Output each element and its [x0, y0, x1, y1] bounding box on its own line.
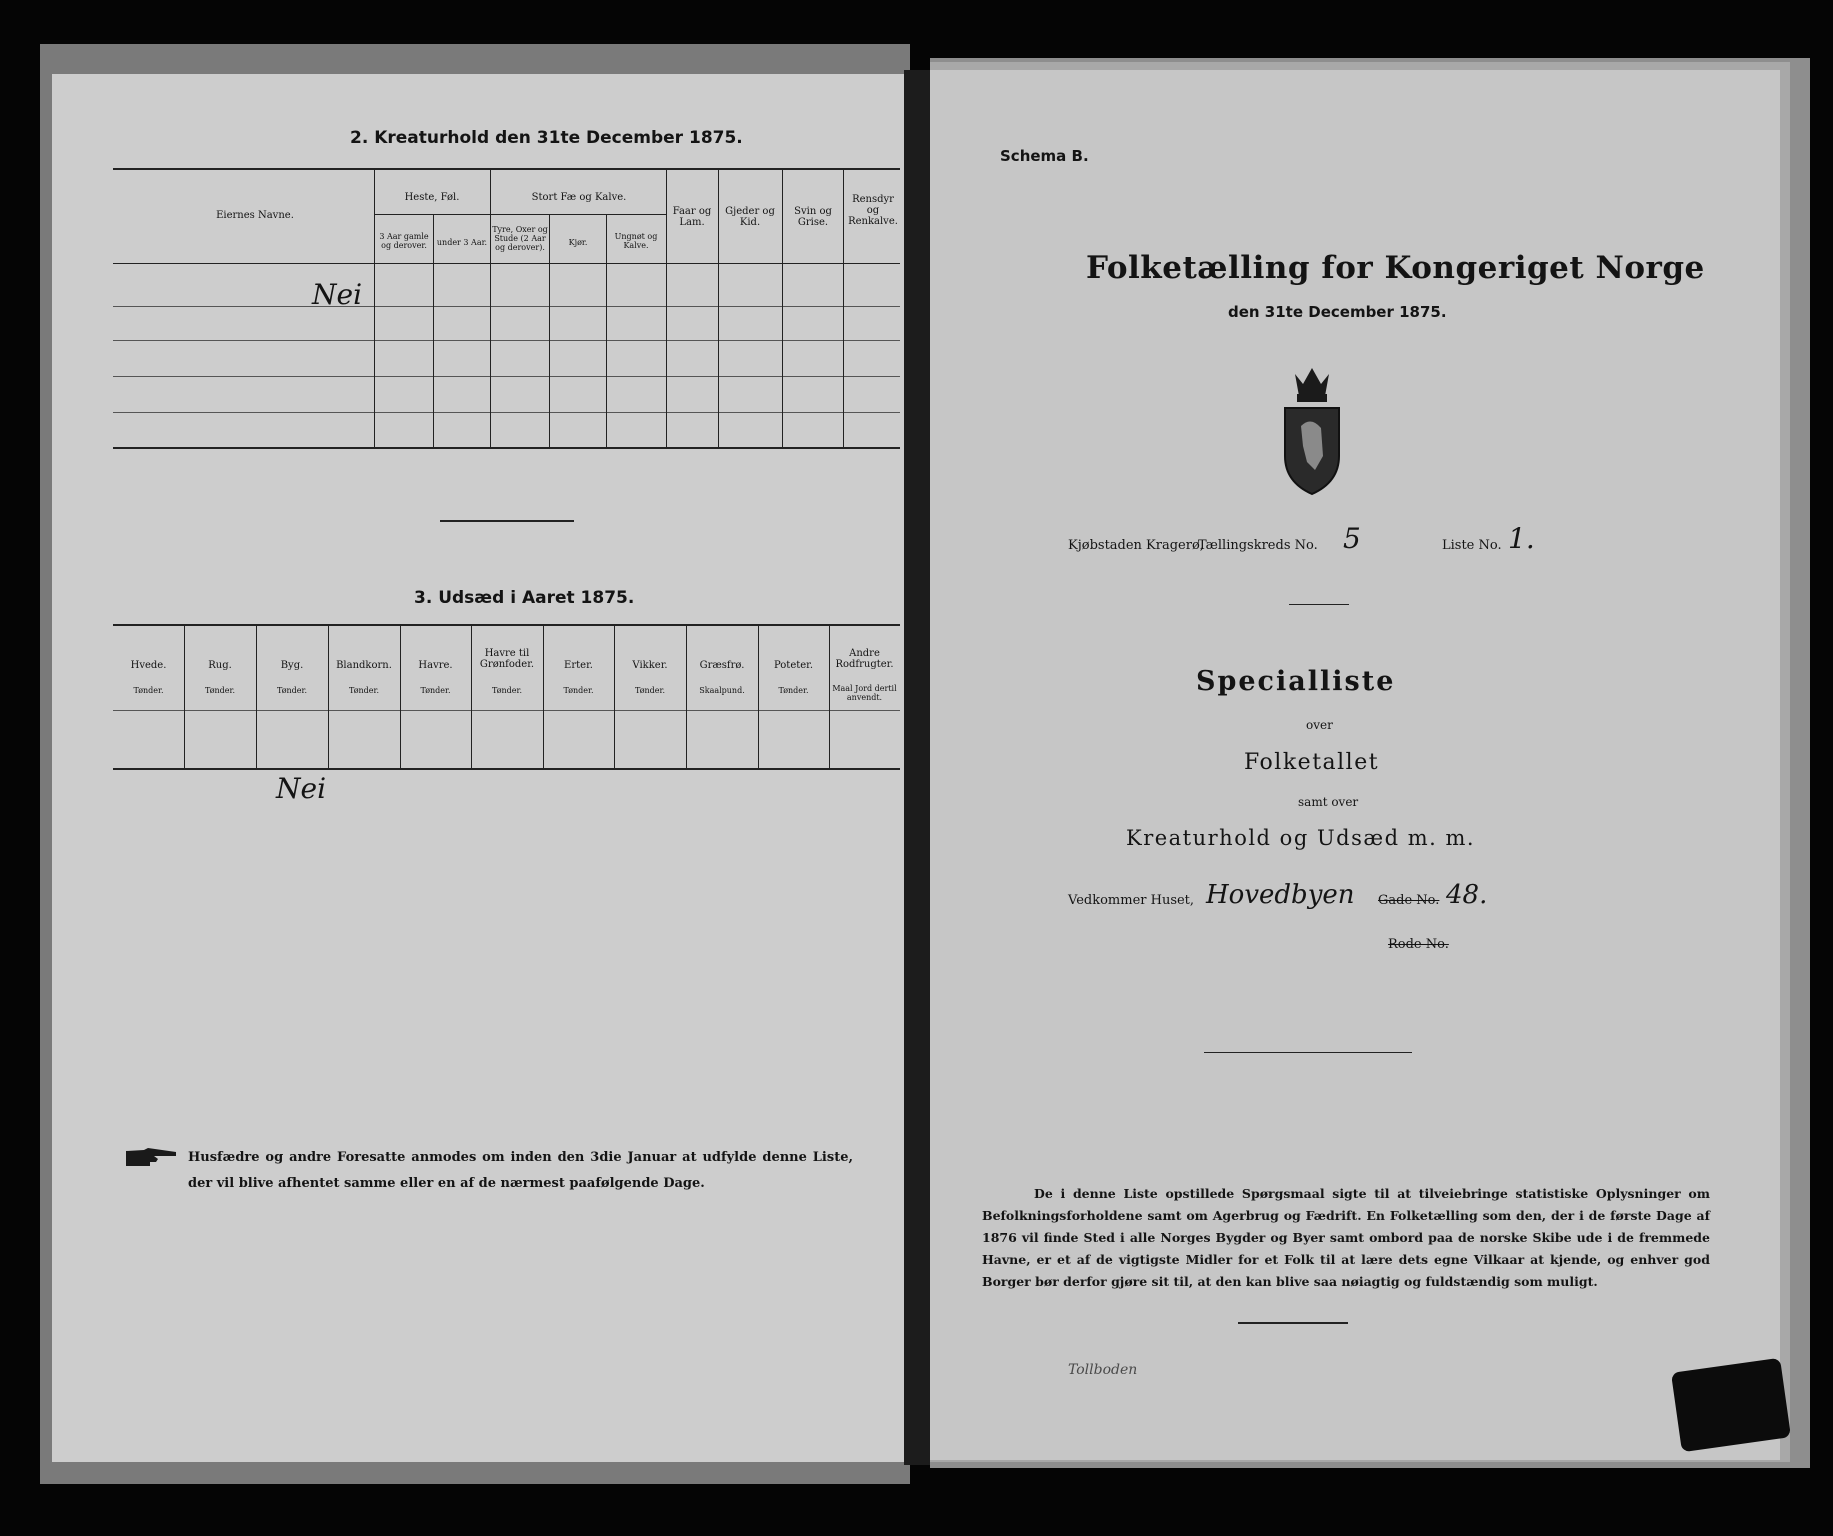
table3-col-name: Poteter.	[773, 660, 814, 671]
table3-col-unit: Maal Jord dertil anvendt.	[832, 684, 897, 702]
pencil-note: Tollboden	[1068, 1362, 1138, 1378]
col-sheep: Faar og Lam.	[672, 206, 712, 228]
district-value: 5	[1343, 522, 1361, 555]
table3-col-name: Rug.	[208, 660, 232, 671]
list-value: 1.	[1508, 522, 1535, 555]
city-label: Kjøbstaden Kragerø,	[1068, 538, 1204, 553]
table3-col-unit: Tønder.	[634, 686, 666, 695]
table3-col-name: Erter.	[564, 660, 593, 671]
short-rule	[1289, 604, 1349, 605]
main-subtitle: den 31te December 1875.	[1228, 303, 1447, 321]
table3-col-unit: Tønder.	[204, 686, 236, 695]
handwritten-nei-1: Nei	[312, 278, 363, 311]
table2-col-line	[843, 168, 844, 449]
col-cattle: Stort Fæ og Kalve.	[531, 192, 627, 203]
col-cattle-young: Ungnøt og Kalve.	[614, 232, 658, 250]
table3-col-line	[614, 624, 615, 770]
notice-text: Husfædre og andre Foresatte anmodes om inden den 3die Januar at udfylde denne Liste, der vil blive afhentet samme eller en af de nærmest paafølgende Dage.	[188, 1150, 853, 1191]
table3-col-unit: Tønder.	[276, 686, 308, 695]
over-label: over	[1306, 718, 1333, 732]
table3-col-name: Byg.	[280, 660, 304, 671]
explanatory-paragraph: De i denne Liste opstillede Spørgsmaal sigte til at tilveiebringe statistiske Oplysninger om Befolkningsforholdene samt om Agerbrug og Fædrift. En Folketælling som den, der i de første Dage af 1876 vil finde Sted i alle Norges Bygder og Byer samt ombord paa de norske Skibe ude i de fremmede Havne, er et af de vigtigste Midler for et Folk til at lære dets egne Vilkaar at kjende, og enhver god Borger bør derfor gjøre sit til, at den kan blive saa nøiagtig og fuldstændig som muligt.	[982, 1186, 1710, 1289]
table2-col-line	[718, 168, 719, 449]
table3-col-line	[400, 624, 401, 770]
col-horses: Heste, Føl.	[404, 192, 460, 203]
table3-top-rule	[113, 624, 900, 626]
table3-col-name: Vikker.	[632, 660, 668, 671]
table3-col-unit: Tønder.	[563, 686, 594, 695]
table2-subhead-rule	[374, 214, 490, 215]
table3-header-rule	[113, 710, 900, 711]
col-cattle-cows: Kjør.	[568, 238, 588, 247]
table3-col-line	[328, 624, 329, 770]
pointing-hand-icon	[124, 1147, 180, 1169]
list-label: Liste No.	[1442, 538, 1502, 553]
table3-col-name: Havre.	[418, 660, 453, 671]
separator-rule	[440, 520, 574, 522]
table3-col-unit: Tønder.	[348, 686, 380, 695]
table2-col-line	[374, 168, 375, 449]
section2-title: 2. Kreaturhold den 31te December 1875.	[350, 128, 743, 148]
long-rule	[1204, 1052, 1412, 1053]
folketallet-heading: Folketallet	[1244, 750, 1380, 775]
col-goats: Gjeder og Kid.	[725, 206, 775, 228]
schema-label: Schema B.	[1000, 147, 1089, 165]
norway-coat-of-arms-icon	[1281, 366, 1343, 496]
closing-rule	[1238, 1322, 1348, 1324]
table3-col-line	[471, 624, 472, 770]
table3-col-unit: Tønder.	[420, 686, 451, 695]
table3-col-line	[256, 624, 257, 770]
specialliste-title: Specialliste	[1196, 666, 1396, 697]
table3-col-unit: Tønder.	[133, 686, 164, 695]
table3-col-name: Græsfrø.	[699, 660, 745, 671]
table3-col-name: Andre Rodfrugter.	[835, 648, 894, 670]
col-owner-names: Eiernes Navne.	[216, 210, 294, 221]
table2-col-line	[782, 168, 783, 449]
table2-col-line	[433, 214, 434, 449]
col-pigs: Svin og Grise.	[794, 206, 832, 228]
table2-col-line	[606, 214, 607, 449]
table3-bottom-rule	[113, 768, 900, 770]
table3-col-name: Blandkorn.	[336, 660, 392, 671]
handwritten-nei-2: Nei	[276, 772, 327, 805]
kreaturhold-heading: Kreaturhold og Udsæd m. m.	[1126, 826, 1476, 850]
table2-subhead-rule	[490, 214, 666, 215]
gade-label: Gade No.	[1378, 893, 1440, 908]
col-reindeer: Rensdyr og Renkalve.	[848, 194, 898, 227]
table2-col-line	[490, 168, 491, 449]
col-horses-under3: under 3 Aar.	[436, 238, 488, 247]
table3-col-unit: Skaalpund.	[699, 686, 745, 695]
house-value: Hovedbyen	[1206, 880, 1355, 910]
table2-col-line	[666, 168, 667, 449]
table3-col-line	[686, 624, 687, 770]
table2-col-line	[549, 214, 550, 449]
house-label: Vedkommer Huset,	[1068, 893, 1195, 908]
book-spine	[904, 70, 930, 1465]
table3-col-line	[758, 624, 759, 770]
table3-col-line	[184, 624, 185, 770]
gade-value: 48.	[1446, 880, 1488, 910]
page-tab-marker	[1671, 1358, 1791, 1453]
table3-col-unit: Tønder.	[778, 686, 809, 695]
section3-title: 3. Udsæd i Aaret 1875.	[414, 588, 635, 608]
table3-col-name: Havre til Grønfoder.	[479, 648, 535, 670]
rode-label: Rode No.	[1388, 937, 1449, 952]
samt-over-label: samt over	[1298, 795, 1359, 809]
main-title: Folketælling for Kongeriget Norge	[1086, 250, 1705, 286]
table3-col-unit: Tønder.	[491, 686, 523, 695]
col-cattle-bulls: Tyre, Oxer og Stude (2 Aar og derover).	[492, 225, 548, 252]
district-label: Tællingskreds No.	[1198, 538, 1318, 553]
table3-col-line	[543, 624, 544, 770]
col-horses-3yr: 3 Aar gamle og derover.	[379, 232, 429, 250]
table3-col-name: Hvede.	[130, 660, 167, 671]
